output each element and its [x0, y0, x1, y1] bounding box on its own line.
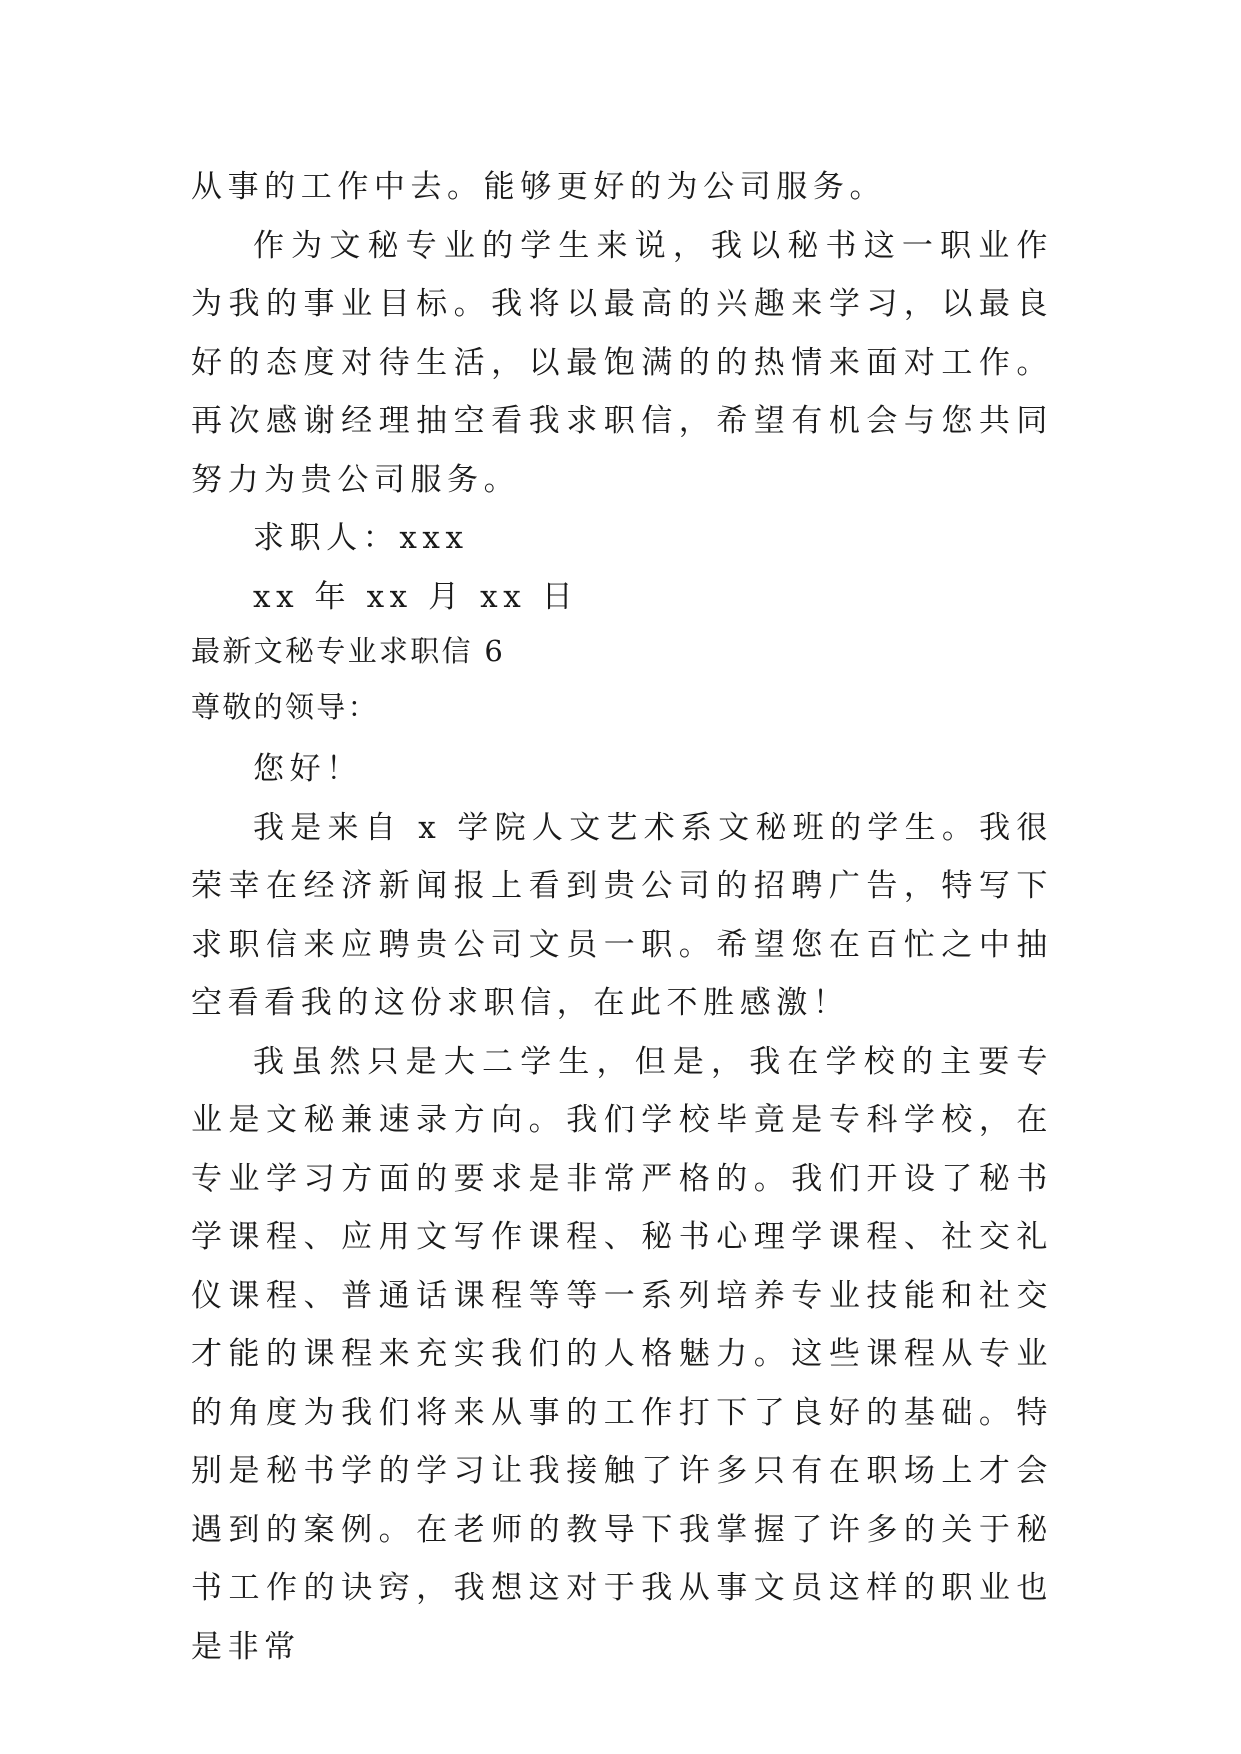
salutation: 尊敬的领导：	[191, 690, 379, 724]
closing-paragraph: 作为文秘专业的学生来说，我以秘书这一职业作为我的事业目标。我将以最高的兴趣来学习，以最良好的态度对待生活，以最饱满的的热情来面对工作。再次感谢经理抽空看我求职信，希望有机会与您共同努力为贵公司服务。	[191, 227, 1053, 498]
body-paragraph-1: 我是来自 x 学院人文艺术系文秘班的学生。我很荣幸在经济新闻报上看到贵公司的招聘广告，特写下求职信来应聘贵公司文员一职。希望您在百忙之中抽空看看我的这份求职信，在此不胜感激！	[191, 809, 1053, 1021]
letter-6-body	[191, 740, 1053, 1676]
body-paragraph-2: 我虽然只是大二学生，但是，我在学校的主要专业是文秘兼速录方向。我们学校毕竟是专科学校，在专业学习方面的要求是非常严格的。我们开设了秘书学课程、应用文写作课程、秘书心理学课程、社交礼仪课程、普通话课程等等一系列培养专业技能和社交才能的课程来充实我们的人格魅力。这些课程从专业的角度为我们将来从事的工作打下了良好的基础。特别是秘书学的学习让我接触了许多只有在职场上才会遇到的案例。在老师的教导下我掌握了许多的关于秘书工作的诀窍，我想这对于我从事文员这样的职业也是非常	[191, 1043, 1053, 1665]
letter-title: 最新文秘专业求职信 6	[191, 634, 506, 668]
date-line: xx 年 xx 月 xx 日	[253, 578, 579, 615]
continuation-line: 从事的工作中去。能够更好的为公司服务。	[191, 169, 887, 205]
signature-line: 求职人：xxx	[253, 520, 469, 556]
greeting-line: 您好！	[253, 751, 363, 787]
letter-5-ending	[191, 158, 1053, 626]
